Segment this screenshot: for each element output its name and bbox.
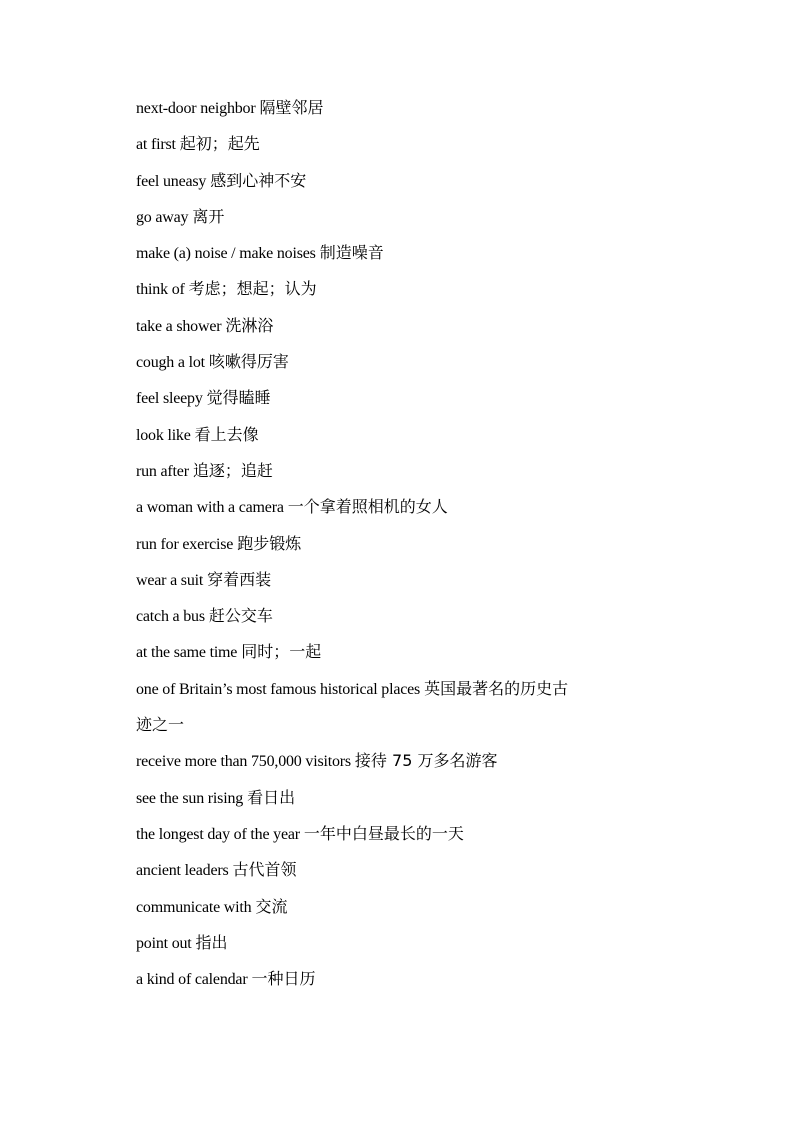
phrase-chinese: 跑步锻炼 xyxy=(237,533,302,553)
phrase-chinese: 制造噪音 xyxy=(319,243,384,263)
vocab-line xyxy=(136,386,676,422)
phrase-chinese: 隔壁邻居 xyxy=(259,98,324,117)
phrase-chinese: 追逐；追赶 xyxy=(192,460,273,480)
phrase-chinese: 赶公交车 xyxy=(208,606,273,626)
vocab-line xyxy=(136,205,676,241)
phrase-chinese: 古代首领 xyxy=(232,860,297,880)
phrase-english: communicate with xyxy=(136,898,252,916)
vocab-line xyxy=(136,786,676,822)
phrase-english: ancient leaders xyxy=(136,862,229,880)
phrase-english: at the same time xyxy=(136,644,238,662)
phrase-chinese: 同时；一起 xyxy=(241,642,322,662)
phrase-chinese: 接待 75 万多名游客 xyxy=(354,751,498,771)
phrase-english: one of Britain’s most famous historical places xyxy=(136,680,421,698)
phrase-chinese: 觉得瞌睡 xyxy=(206,388,271,408)
vocab-line xyxy=(136,640,676,676)
vocab-line xyxy=(136,423,676,459)
vocab-line xyxy=(136,532,676,568)
vocab-line xyxy=(136,895,676,931)
phrase-english: run for exercise xyxy=(136,535,234,553)
phrase-english: a woman with a camera xyxy=(136,499,284,517)
phrase-chinese: 迹之一 xyxy=(136,715,185,735)
phrase-english: cough a lot xyxy=(136,354,205,372)
phrase-english: see the sun rising xyxy=(136,789,244,807)
phrase-english: look like xyxy=(136,426,191,444)
phrase-chinese: 起初；起先 xyxy=(179,134,260,154)
vocabulary-list xyxy=(136,96,676,1003)
phrase-english: catch a bus xyxy=(136,608,205,626)
vocab-line xyxy=(136,931,676,967)
phrase-chinese: 英国最著名的历史古 xyxy=(424,678,569,698)
vocab-line xyxy=(136,822,676,858)
vocab-line xyxy=(136,967,676,1003)
phrase-chinese: 看日出 xyxy=(247,787,296,807)
vocab-line xyxy=(136,858,676,894)
vocab-line xyxy=(136,169,676,205)
vocab-line xyxy=(136,241,676,277)
phrase-chinese: 洗淋浴 xyxy=(225,315,274,335)
phrase-chinese: 指出 xyxy=(195,932,228,952)
vocab-line xyxy=(136,459,676,495)
phrase-english: a kind of calendar xyxy=(136,971,248,989)
phrase-chinese: 咳嗽得厉害 xyxy=(208,352,289,372)
vocab-line xyxy=(136,350,676,386)
phrase-english: receive more than 750,000 visitors xyxy=(136,753,351,771)
phrase-chinese: 穿着西装 xyxy=(207,569,272,589)
phrase-english: at first xyxy=(136,136,176,154)
phrase-english: next-door neighbor xyxy=(136,100,256,117)
vocab-line xyxy=(136,604,676,640)
phrase-english: think of xyxy=(136,281,185,299)
phrase-chinese: 一年中白昼最长的一天 xyxy=(303,823,464,843)
phrase-english: take a shower xyxy=(136,317,222,335)
vocab-line xyxy=(136,277,676,313)
vocab-line xyxy=(136,314,676,350)
phrase-chinese: 一种日历 xyxy=(251,969,316,989)
phrase-english: the longest day of the year xyxy=(136,825,300,843)
vocab-line xyxy=(136,495,676,531)
phrase-english: run after xyxy=(136,462,189,480)
phrase-english: wear a suit xyxy=(136,571,204,589)
phrase-chinese: 感到心神不安 xyxy=(210,170,307,190)
phrase-chinese: 离开 xyxy=(192,206,225,226)
vocab-line xyxy=(136,749,676,785)
vocab-line xyxy=(136,677,676,713)
phrase-chinese: 一个拿着照相机的女人 xyxy=(287,497,448,517)
phrase-chinese: 交流 xyxy=(255,896,288,916)
phrase-chinese: 看上去像 xyxy=(194,424,259,444)
vocab-line-continuation xyxy=(136,713,676,749)
phrase-english: make (a) noise / make noises xyxy=(136,245,316,263)
phrase-english: point out xyxy=(136,934,192,952)
vocab-line xyxy=(136,132,676,168)
phrase-chinese: 考虑；想起；认为 xyxy=(188,279,317,299)
phrase-english: go away xyxy=(136,208,189,226)
phrase-english: feel sleepy xyxy=(136,390,203,408)
vocab-line xyxy=(136,96,676,132)
phrase-english: feel uneasy xyxy=(136,172,207,190)
vocab-line xyxy=(136,568,676,604)
